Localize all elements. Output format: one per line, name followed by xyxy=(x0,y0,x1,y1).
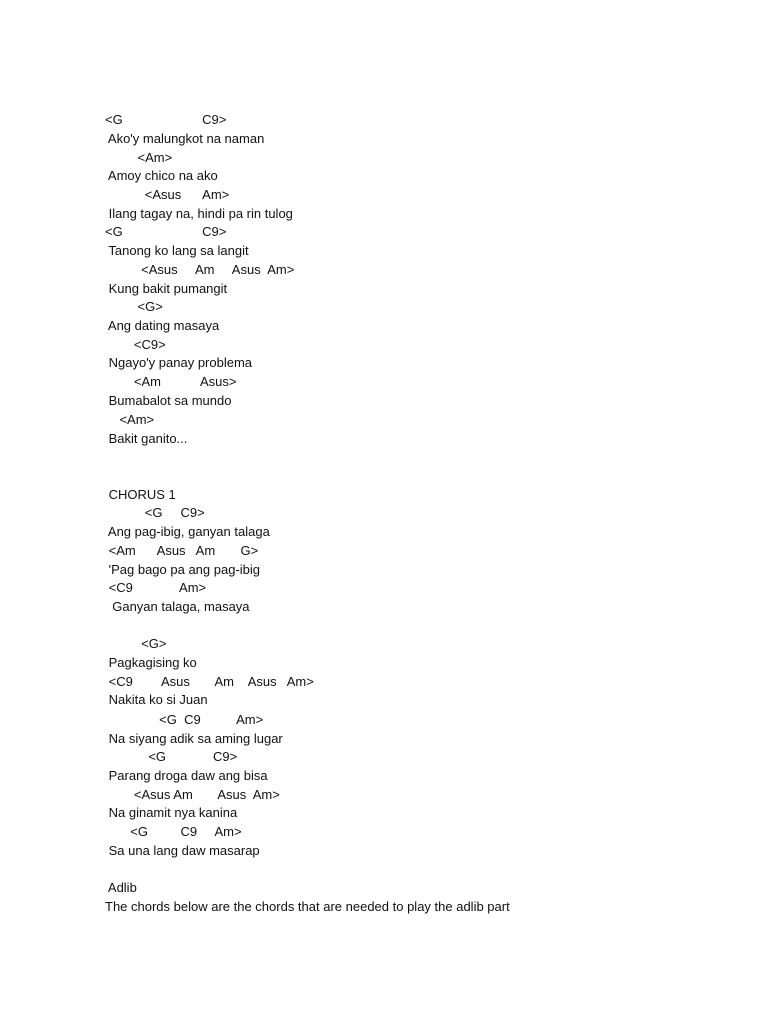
lyric-line: Kung bakit pumangit xyxy=(105,281,228,296)
lyric-line: Sa una lang daw masarap xyxy=(105,843,260,858)
lyric-line: Amoy chico na ako xyxy=(105,168,218,183)
chord-line: <C9> xyxy=(105,337,166,352)
lyric-line: Ako'y malungkot na naman xyxy=(105,131,265,146)
chord-line: <C9 Am> xyxy=(105,580,207,595)
chord-line: <G C9> xyxy=(105,224,227,239)
chord-line: <G> xyxy=(105,636,167,651)
chord-line: <Am Asus Am G> xyxy=(105,543,259,558)
lyric-line: Ngayo'y panay problema xyxy=(105,355,253,370)
section-heading: Adlib xyxy=(105,880,137,895)
chord-line: <G C9> xyxy=(105,505,205,520)
chord-line: <G C9> xyxy=(105,112,227,127)
chord-line: <C9 Asus Am Asus Am> xyxy=(105,674,314,689)
lyric-line: Nakita ko si Juan xyxy=(105,692,208,707)
lyric-line: Ilang tagay na, hindi pa rin tulog xyxy=(105,206,293,221)
chord-line: <G> xyxy=(105,299,163,314)
lyric-line: Na siyang adik sa aming lugar xyxy=(105,731,283,746)
chord-line: <Am> xyxy=(105,412,155,427)
chord-line: <Am Asus> xyxy=(105,374,237,389)
chord-line: <Am> xyxy=(105,150,173,165)
lyric-line: Tanong ko lang sa langit xyxy=(105,243,249,258)
lyric-line: Bakit ganito... xyxy=(105,431,188,446)
chord-line: <Asus Am Asus Am> xyxy=(105,787,280,802)
lyric-line: Ang pag-ibig, ganyan talaga xyxy=(105,524,270,539)
chord-line: <G C9 Am> xyxy=(105,712,264,727)
section-heading: CHORUS 1 xyxy=(105,487,176,502)
lyric-line: Pagkagising ko xyxy=(105,655,197,670)
note-line: The chords below are the chords that are needed to play the adlib part xyxy=(105,899,510,914)
lyric-line: Parang droga daw ang bisa xyxy=(105,768,268,783)
chord-line: <Asus Am> xyxy=(105,187,230,202)
lyric-line: Na ginamit nya kanina xyxy=(105,805,238,820)
chord-line: <G C9 Am> xyxy=(105,824,242,839)
lyric-line: Bumabalot sa mundo xyxy=(105,393,232,408)
lyric-line: Ganyan talaga, masaya xyxy=(105,599,250,614)
chord-line: <G C9> xyxy=(105,749,238,764)
lyric-line: 'Pag bago pa ang pag-ibig xyxy=(105,562,260,577)
lyric-line: Ang dating masaya xyxy=(105,318,220,333)
chord-line: <Asus Am Asus Am> xyxy=(105,262,295,277)
